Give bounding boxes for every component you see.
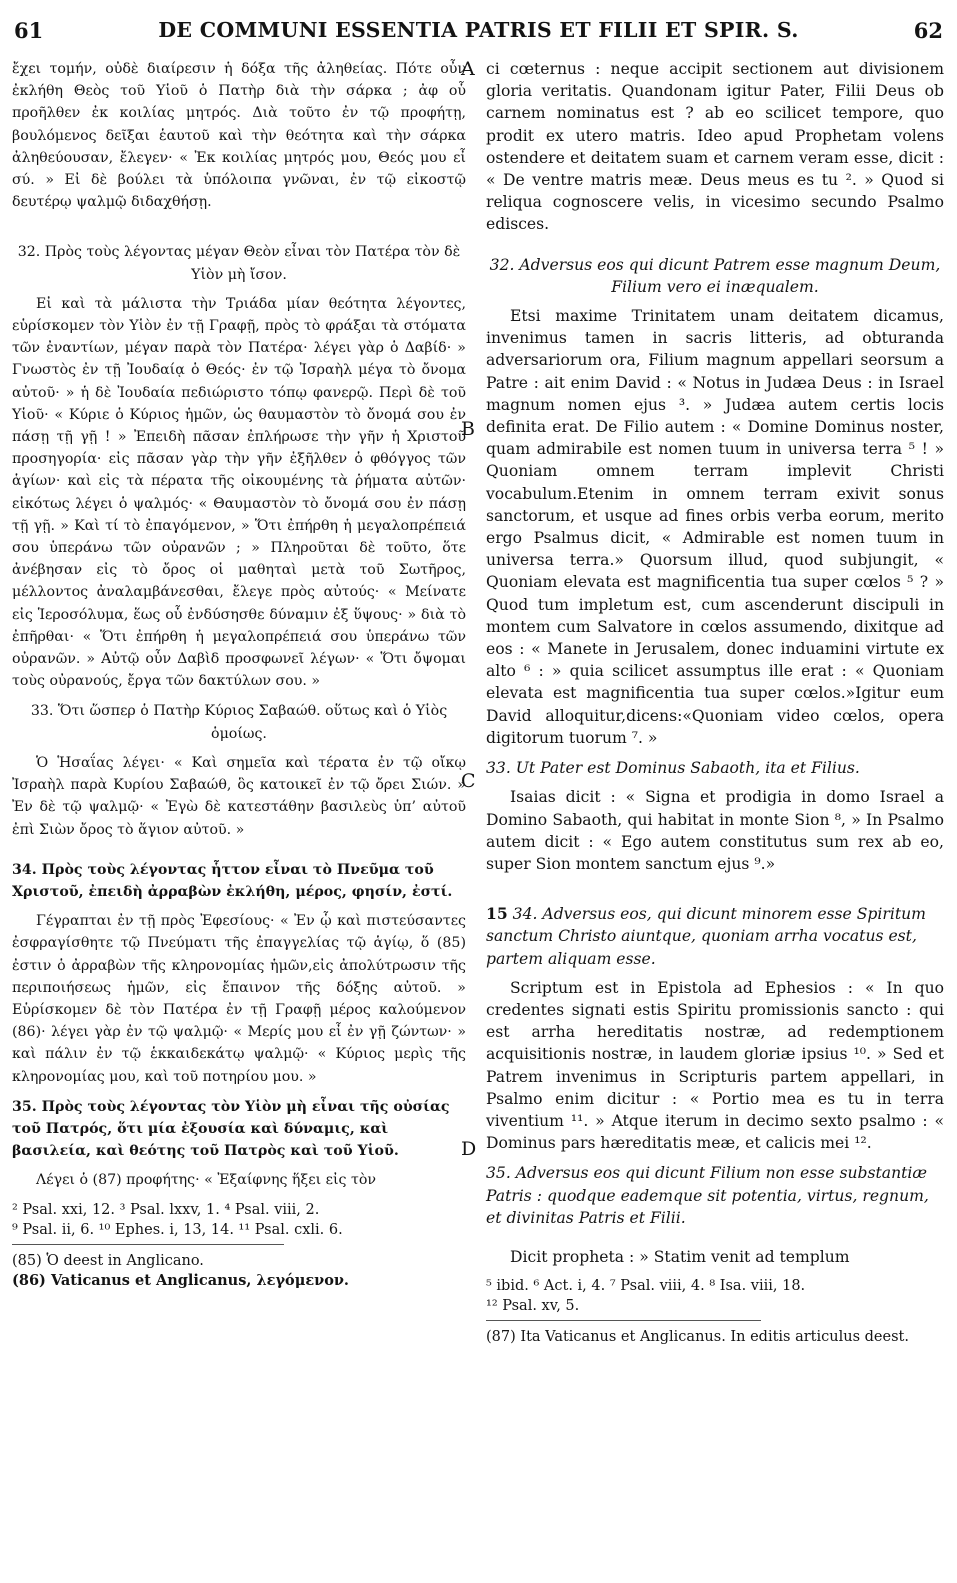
latin-heading-34-block bbox=[486, 903, 944, 970]
latin-heading-34: 34. Adversus eos, qui dicunt minorem esse Spiritum sanctum Christo aiuntque, quoniam arrha vocatus est, partem aliquam esse. bbox=[486, 905, 926, 968]
latin-heading-35: 35. Adversus eos qui dicunt Filium non esse substantiæ Patris : quodque eademque sit potentia, virtus, regnum, et divinitas Patris et Filii. bbox=[486, 1164, 929, 1227]
running-title: DE COMMUNI ESSENTIA PATRIS ET FILII ET SPIR. S. bbox=[158, 18, 799, 42]
greek-column bbox=[12, 58, 466, 1291]
greek-refs-line-2: ⁹ Psal. ii, 6. ¹⁰ Ephes. i, 13, 14. ¹¹ Psal. cxli. 6. bbox=[12, 1221, 343, 1238]
latin-column bbox=[486, 58, 944, 1347]
latin-scripture-references bbox=[486, 1276, 944, 1316]
greek-refs-line-1: ² Psal. xxi, 12. ³ Psal. lxxv, 1. ⁴ Psal. viii, 2. bbox=[12, 1201, 320, 1218]
column-number-mark: 15 bbox=[486, 904, 508, 924]
page-number-left: 61 bbox=[14, 18, 44, 43]
latin-heading-33: 33. Ut Pater est Dominus Sabaoth, ita et Filius. bbox=[486, 759, 860, 778]
greek-paragraph-intro: ἔχει τομήν, οὐδὲ διαίρεσιν ἡ δόξα τῆς ἀληθείας. Πότε οὖν ἐκλήθη Θεὸς τοῦ Υἱοῦ ὁ Πατὴρ διὰ τὴν σάρκα ; ἀφ οὗ προῆλθεν ἐκ κοιλίας μητρός. Διὰ τοῦτο ἐν τῷ προφήτῃ, βουλόμενος δεῖξαι ἑαυτοῦ καὶ τὴν θεότητα καὶ τὴν σάρκα ἀληθεύουσαν, ἔλεγεν· « Ἐκ κοιλίας μητρός μου, Θεός μου εἶ σύ. » Εἰ δὲ βούλει τὰ ὑπόλοιπα γνῶναι, ἐν τῷ εἰκοστῷ δευτέρῳ ψαλμῷ διδαχθήσῃ. bbox=[12, 61, 466, 211]
latin-notes-divider bbox=[486, 1320, 761, 1321]
margin-letter-d: D bbox=[461, 1138, 477, 1160]
latin-editorial-notes bbox=[486, 1327, 944, 1347]
latin-heading-32: 32. Adversus eos qui dicunt Patrem esse magnum Deum, Filium vero ei inæqualem. bbox=[489, 255, 941, 296]
latin-refs-line-1: ⁵ ibid. ⁶ Act. i, 4. ⁷ Psal. viii, 4. ⁸ Isa. viii, 18. bbox=[486, 1278, 806, 1295]
margin-letter-a: A bbox=[461, 58, 475, 80]
latin-paragraph-35: Dicit propheta : » Statim venit ad templum bbox=[510, 1247, 850, 1266]
greek-paragraph-32: Εἰ καὶ τὰ μάλιστα τὴν Τριάδα μίαν θεότητα λέγοντες, εὑρίσκομεν τὸν Υἱὸν ἐν τῇ Γραφῇ, πρὸς τὸ φράξαι τὰ στόματα τῶν ἐναντίων, μέγαν παρὰ τὸν Πατέρα· λέγει γὰρ ὁ Δαβίδ· » Γνωστὸς ἐν τῇ Ἰουδαίᾳ ὁ Θεός· ἐν τῷ Ἰσραὴλ μέγα τὸ ὄνομα αὐτοῦ· » ἡ δὲ Ἰουδαία πεδιώριστο τόπῳ φανερῷ. Περὶ δὲ τοῦ Υἱοῦ· « Κύριε ὁ Κύριος ἡμῶν, ὡς θαυμαστὸν τὸ ὄνομά σου ἐν πάσῃ τῇ γῇ ! » Ἐπειδὴ πᾶσαν ἐπλήρωσε τὴν γῆν ἡ Χριστοῦ προσηγορία· εἰς πᾶσαν γὰρ τὴν γῆν ἐξῆλθεν ὁ φθόγγος τῶν ἁγίων· καὶ εἰς τὰ πέρατα τῆς οἰκουμένης τὰ ῥήματα αὐτῶν· εἰκότως λέγει ὁ ψαλμός· « Θαυμαστὸν τὸ ὄνομά σου ἐν πάσῃ τῇ γῇ. » Καὶ τί τὸ ἐπαγόμενον, » Ὅτι ἐπήρθη ἡ μεγαλοπρέπειά σου ὑπεράνω τῶν οὐρανῶν ; » Πληροῦται δὲ τοῦτο, ὅτε ἀνέβησαν εἰς τὸ ὄρος οἱ μαθηταὶ μετὰ τοῦ Σωτῆρος, μέλλοντος ἀναλαμβάνεσθαι, ἔλεγε πρὸς αὐτούς· « Μείνατε εἰς Ἱεροσόλυμα, ἕως οὗ ἐνδύσησθε δύναμιν ἐξ ὕψους· » διὰ τὸ ἐπῆρθαι· « Ὅτι ἐπήρθη ἡ μεγαλοπρέπειά σου ὑπεράνω τῶν οὐρανῶν. » Αὐτῷ οὖν Δαβὶδ προσφωνεῖ λέγων· « Ὅτι ὄψομαι τοὺς οὐρανούς, ἔργα τῶν δακτύλων σου. » bbox=[12, 295, 466, 690]
greek-heading-35: 35. Πρὸς τοὺς λέγοντας τὸν Υἱὸν μὴ εἶναι τῆς οὐσίας τοῦ Πατρός, ὅτι μία ἐξουσία καὶ δύναμις, καὶ βασιλεία, καὶ θεότης τοῦ Πατρὸς καὶ τοῦ Υἱοῦ. bbox=[12, 1098, 450, 1160]
latin-paragraph-33: Isaias dicit : « Signa et prodigia in domo Israel a Domino Sabaoth, qui habitat in monte Sion ⁸, » In Psalmo autem dicit : « Ego autem constitutus sum rex ab eo, super Sion montem sanctum ejus ⁹.» bbox=[486, 788, 944, 873]
greek-heading-33: 33. Ὅτι ὥσπερ ὁ Πατὴρ Κύριος Σαβαώθ. οὕτως καὶ ὁ Υἱὸς ὁμοίως. bbox=[30, 703, 448, 742]
latin-paragraph-intro: ci cœternus : neque accipit sectionem aut divisionem gloria veritatis. Quandonam igitur Pater, Filii Deus ob carnem nominatus est ? ab eo scilicet tempore, quo prodit ex utero matris. Ideo apud Prophetam volens ostendere et deitatem suam et carnem veram esse, dicit : « De ventre matris meæ. Deus meus es tu ². » Quod si reliqua cognoscere velis, in vicesimo secundo Psalmo edisces. bbox=[486, 60, 944, 234]
greek-scripture-references bbox=[12, 1200, 466, 1240]
margin-letter-b: B bbox=[461, 418, 475, 440]
note-87: (87) Ita Vaticanus et Anglicanus. In editis articulus deest. bbox=[486, 1329, 909, 1346]
greek-heading-32: 32. Πρὸς τοὺς λέγοντας μέγαν Θεὸν εἶναι τὸν Πατέρα τὸν δὲ Υἱὸν μὴ ἴσον. bbox=[17, 244, 461, 283]
note-86: (86) Vaticanus et Anglicanus, λεγόμενον. bbox=[12, 1271, 349, 1289]
page-number-right: 62 bbox=[913, 18, 943, 43]
latin-paragraph-32: Etsi maxime Trinitatem unam deitatem dicamus, invenimus tamen in sacris litteris, ad obturanda adversariorum ora, Filium magnum appellari seorsum a Patre : ait enim David : « Notus in Judæa Deus : in Israel magnum nomen ejus ³. » Judæa autem certis locis definita erat. De Filio autem : « Domine Dominus noster, quam admirabile est nomen tuum in universa terra ⁵ ! » Quoniam omnem terram implevit Christi vocabulum.Etenim in omnem terram exivit sonus sanctorum, et usque ad fines orbis verba eorum, merito ergo Psalmus dicit, « Admirable est nomen tuum in universa terra.» Quorsum illud, quod subjungit, « Quoniam elevata est magnificentia tua super cœlos ⁵ ? » Quod tum impletum est, cum ascenderunt discipuli in montem cum Salvatore in cœlos assumendo, dixitque ad eos : « Manete in Jerusalem, donec induamini virtute ex alto ⁶ : » quia scilicet assumptus ille erat : « Quoniam elevata est magnificentia tua super cœlos.»Igitur eum David alloquitur,dicens:«Quoniam video cœlos, opera digitorum tuorum ⁷. » bbox=[486, 307, 944, 747]
greek-notes-divider bbox=[12, 1244, 284, 1245]
greek-heading-34: 34. Πρὸς τοὺς λέγοντας ἧττον εἶναι τὸ Πνεῦμα τοῦ Χριστοῦ, ἐπειδὴ ἀρραβὼν ἐκλήθη, μέρος, φησίν, ἐστί. bbox=[12, 861, 453, 900]
running-header bbox=[14, 18, 943, 50]
greek-editorial-notes bbox=[12, 1251, 466, 1291]
latin-paragraph-34: Scriptum est in Epistola ad Ephesios : « In quo credentes signati estis Spiritu promissionis sancto : qui est arrha hereditatis nostræ, ad redemptionem acquisitionis nostræ, in laudem gloriæ ipsius ¹⁰. » Sed et Patrem invenimus in Scripturis partem appellari, in Psalmo enim dicitur : « Portio mea es tu in terra viventium ¹¹. » Atque iterum in decimo sexto psalmo : « Dominus pars hæreditatis meæ, et calicis mei ¹². bbox=[486, 978, 944, 1153]
greek-paragraph-35: Λέγει ὁ (87) προφήτης· « Ἐξαίφνης ἥξει εἰς τὸν bbox=[36, 1172, 377, 1189]
greek-paragraph-33: Ὁ Ἡσαΐας λέγει· « Καὶ σημεῖα καὶ τέρατα ἐν τῷ οἴκῳ Ἰσραὴλ παρὰ Κυρίου Σαβαώθ, ὃς κατοικεῖ ἐν τῷ ὄρει Σιών. » Ἐν δὲ τῷ ψαλμῷ· « Ἐγὼ δὲ κατεστάθην βασιλεὺς ὑπ’ αὐτοῦ ἐπὶ Σιὼν ὄρος τὸ ἅγιον αὐτοῦ. » bbox=[12, 754, 466, 838]
margin-letter-c: C bbox=[461, 770, 476, 792]
latin-refs-line-2: ¹² Psal. xv, 5. bbox=[486, 1298, 580, 1315]
note-85: (85) Ὁ deest in Anglicano. bbox=[12, 1252, 204, 1269]
greek-paragraph-34: Γέγραπται ἐν τῇ πρὸς Ἐφεσίους· « Ἐν ᾧ καὶ πιστεύσαντες ἐσφραγίσθητε τῷ Πνεύματι τῆς ἐπαγγελίας τῷ ἁγίῳ, ὅ (85) ἐστιν ὁ ἀρραβὼν τῆς κληρονομίας ἡμῶν,εἰς ἀπολύτρωσιν τῆς περιποιήσεως ἡμῶν, εἰς ἔπαινον τῆς δόξης αὐτοῦ. » Εὑρίσκομεν δὲ τὸν Πατέρα ἐν τῇ Γραφῇ μέρος καλούμενον (86)· λέγει γὰρ ἐν τῷ ψαλμῷ· « Μερίς μου εἶ ἐν γῇ ζώντων· » καὶ πάλιν ἐν τῷ ἑκκαιδεκάτῳ ψαλμῷ· « Κύριος μερὶς τῆς κληρονομίας μου, καὶ τοῦ ποτηρίου μου. » bbox=[12, 913, 466, 1085]
